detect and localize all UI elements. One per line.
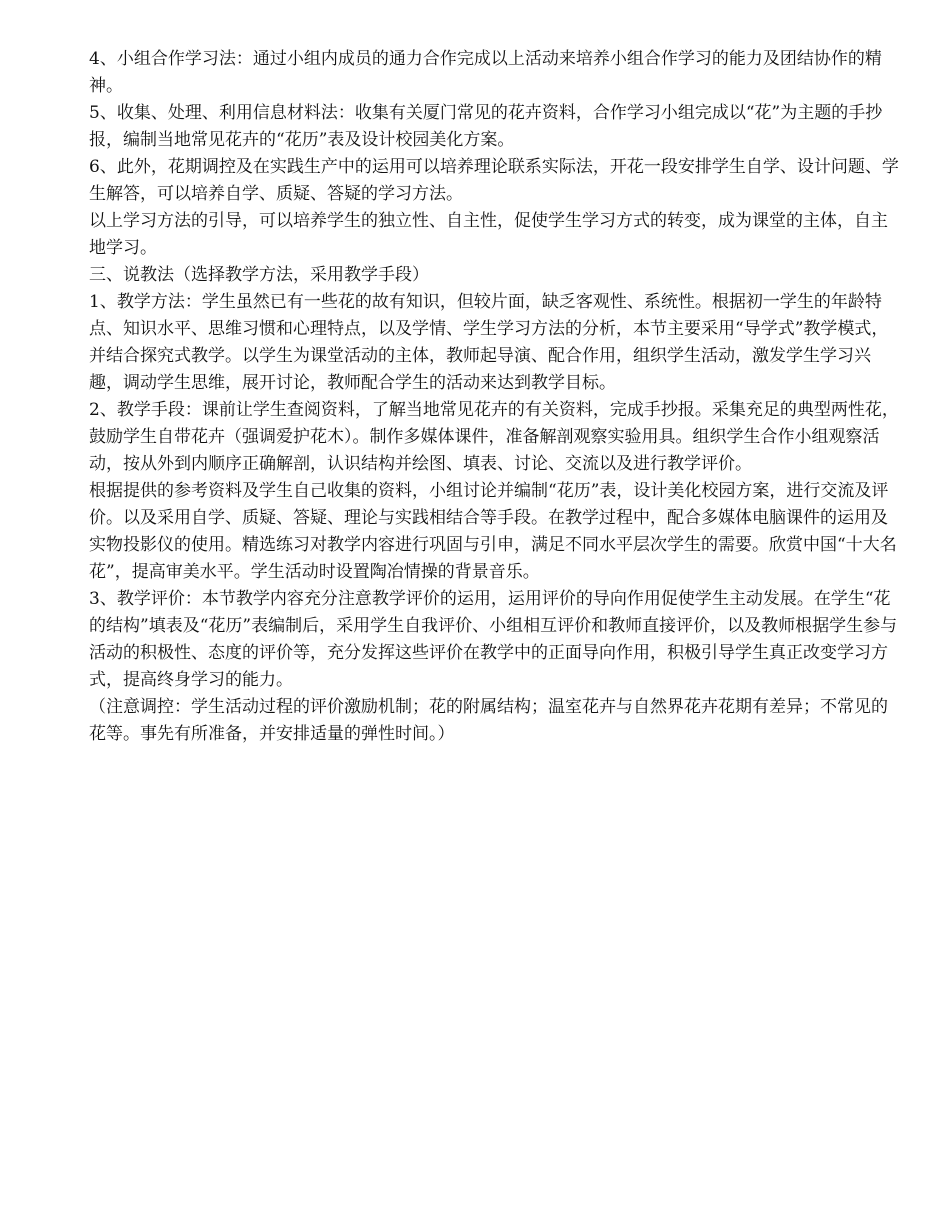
paragraph-reference-materials: 根据提供的参考资料及学生自己收集的资料，小组讨论并编制“花历”表，设计美化校园方案，进行交流及评价。以及采用自学、质疑、答疑、理论与实践相结合等手段。在教学过程中，配合多媒体电脑课件的运用及实物投影仪的使用。精选练习对教学内容进行巩固与引申，满足不同水平层次学生的需要。欣赏中国“十大名花”，提高审美水平。学生活动时设置陶冶情操的背景音乐。 — [89, 481, 897, 582]
paragraph-information-method: 5、收集、处理、利用信息材料法：收集有关厦门常见的花卉资料，合作学习小组完成以“花”为主题的手抄报，编制当地常见花卉的“花历”表及设计校园美化方案。 — [89, 103, 883, 150]
document-body — [89, 46, 901, 748]
paragraph-flowering-control: 6、此外，花期调控及在实践生产中的运用可以培养理论联系实际法，开花一段安排学生自学、设计问题、学生解答，可以培养自学、质疑、答疑的学习方法。 — [89, 157, 899, 204]
paragraph-group-cooperation: 4、小组合作学习法：通过小组内成员的通力合作完成以上活动来培养小组合作学习的能力及团结协作的精神。 — [89, 49, 882, 96]
paragraph-control-note: （注意调控：学生活动过程的评价激励机制；花的附属结构；温室花卉与自然界花卉花期有差异；不常见的花等。事先有所准备，并安排适量的弹性时间。） — [89, 697, 888, 744]
paragraph-method-summary: 以上学习方法的引导，可以培养学生的独立性、自主性，促使学生学习方式的转变，成为课堂的主体，自主地学习。 — [89, 211, 888, 258]
paragraph-teaching-method: 1、教学方法：学生虽然已有一些花的故有知识，但较片面，缺乏客观性、系统性。根据初一学生的年龄特点、知识水平、思维习惯和心理特点，以及学情、学生学习方法的分析，本节主要采用“导学式”教学模式，并结合探究式教学。以学生为课堂活动的主体，教师起导演、配合作用，组织学生活动，激发学生学习兴趣，调动学生思维，展开讨论，教师配合学生的活动来达到教学目标。 — [89, 292, 889, 393]
paragraph-teaching-means: 2、教学手段：课前让学生查阅资料，了解当地常见花卉的有关资料，完成手抄报。采集充足的典型两性花，鼓励学生自带花卉（强调爱护花木）。制作多媒体课件，准备解剖观察实验用具。组织学生合作小组观察活动，按从外到内顺序正确解剖，认识结构并绘图、填表、讨论、交流以及进行教学评价。 — [89, 400, 899, 474]
section-heading-teaching-method: 三、说教法（选择教学方法，采用教学手段） — [89, 265, 429, 285]
paragraph-teaching-evaluation: 3、教学评价：本节教学内容充分注意教学评价的运用，运用评价的导向作用促使学生主动发展。在学生“花的结构”填表及“花历”表编制后，采用学生自我评价、小组相互评价和教师直接评价，以及教师根据学生参与活动的积极性、态度的评价等，充分发挥这些评价在教学中的正面导向作用，积极引导学生真正改变学习方式，提高终身学习的能力。 — [89, 589, 898, 690]
